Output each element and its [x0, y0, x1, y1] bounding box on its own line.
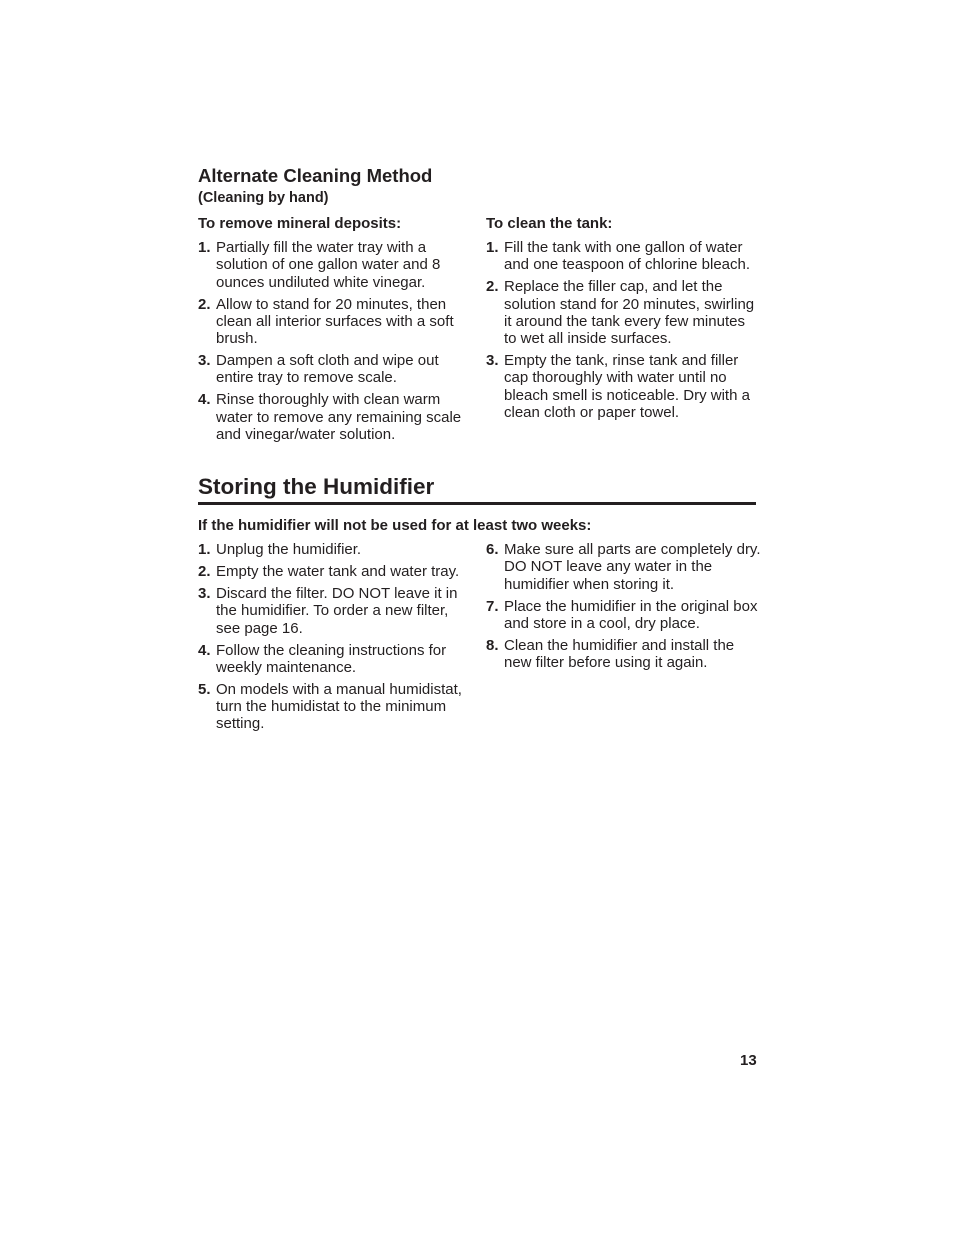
- step-text: Allow to stand for 20 minutes, then clean all interior surfaces with a soft brush.: [216, 295, 454, 348]
- step-number: 6.: [486, 541, 499, 558]
- storing-title: Storing the Humidifier: [198, 474, 435, 499]
- list-item: [486, 541, 761, 593]
- list-item: [198, 541, 473, 558]
- list-item: [198, 352, 473, 387]
- step-number: 2.: [198, 295, 211, 313]
- list-item: [486, 352, 761, 421]
- list-item: [198, 681, 473, 733]
- storing-steps-left: [198, 541, 473, 737]
- storing-steps-right: [486, 541, 761, 676]
- step-text: Rinse thoroughly with clean warm water to remove any remaining scale and vinegar/water solution.: [216, 391, 462, 444]
- step-number: 5.: [198, 680, 211, 698]
- step-number: 1.: [198, 541, 211, 558]
- storing-steps-list-left: [198, 541, 473, 733]
- step-text: Make sure all parts are completely dry. DO NOT leave any water in the humidifier when storing it.: [504, 541, 761, 593]
- step-text: On models with a manual humidistat, turn the humidistat to the minimum setting.: [216, 680, 462, 733]
- step-number: 7.: [486, 597, 499, 615]
- alternate-cleaning-subtitle: (Cleaning by hand): [198, 190, 329, 206]
- alternate-cleaning-title: Alternate Cleaning Method: [198, 165, 433, 186]
- list-item: [198, 585, 473, 637]
- step-text: Dampen a soft cloth and wipe out entire tray to remove scale.: [216, 352, 439, 387]
- list-item: [198, 642, 473, 677]
- page-number: 13: [740, 1052, 757, 1069]
- list-item: [486, 598, 761, 633]
- storing-steps-list-right: [486, 541, 761, 671]
- storing-intro: If the humidifier will not be used for at least two weeks:: [198, 517, 592, 534]
- tank-steps-list: [486, 239, 761, 421]
- clean-tank-heading: To clean the tank:: [486, 215, 613, 232]
- list-item: [198, 391, 473, 443]
- step-number: 4.: [198, 391, 211, 409]
- step-text: Unplug the humidifier.: [216, 541, 362, 558]
- step-number: 2.: [486, 278, 499, 296]
- step-number: 3.: [198, 352, 211, 370]
- list-item: [198, 563, 473, 580]
- step-number: 1.: [486, 239, 499, 256]
- section-divider: [198, 502, 756, 505]
- step-text: Place the humidifier in the original box and store in a cool, dry place.: [504, 597, 758, 632]
- step-number: 4.: [198, 641, 211, 659]
- step-text: Follow the cleaning instructions for weekly maintenance.: [216, 641, 447, 676]
- list-item: [486, 239, 761, 274]
- step-text: Empty the tank, rinse tank and filler cap thoroughly with water until no bleach smell is noticeable. Dry with a clean cloth or paper towel.: [504, 352, 750, 422]
- list-item: [486, 637, 761, 672]
- step-number: 8.: [486, 636, 499, 654]
- step-number: 1.: [198, 239, 211, 256]
- step-text: Discard the filter. DO NOT leave it in the humidifier. To order a new filter, see page 16.: [216, 584, 458, 637]
- list-item: [198, 296, 473, 348]
- mineral-steps-list: [198, 239, 473, 443]
- step-number: 3.: [198, 584, 211, 602]
- step-number: 2.: [198, 562, 211, 580]
- step-text: Empty the water tank and water tray.: [216, 562, 460, 580]
- list-item: [198, 239, 473, 291]
- mineral-deposits-heading: To remove mineral deposits:: [198, 215, 402, 232]
- mineral-deposits-section: [198, 215, 473, 448]
- step-text: Replace the filler cap, and let the solution stand for 20 minutes, swirling it around the tank every few minutes to wet all inside surfaces.: [504, 278, 755, 348]
- step-text: Fill the tank with one gallon of water and one teaspoon of chlorine bleach.: [504, 239, 751, 274]
- step-number: 3.: [486, 352, 499, 370]
- step-text: Partially fill the water tray with a solution of one gallon water and 8 ounces undiluted white vinegar.: [216, 239, 441, 291]
- step-text: Clean the humidifier and install the new filter before using it again.: [504, 636, 735, 672]
- list-item: [486, 278, 761, 347]
- clean-tank-section: [486, 215, 761, 426]
